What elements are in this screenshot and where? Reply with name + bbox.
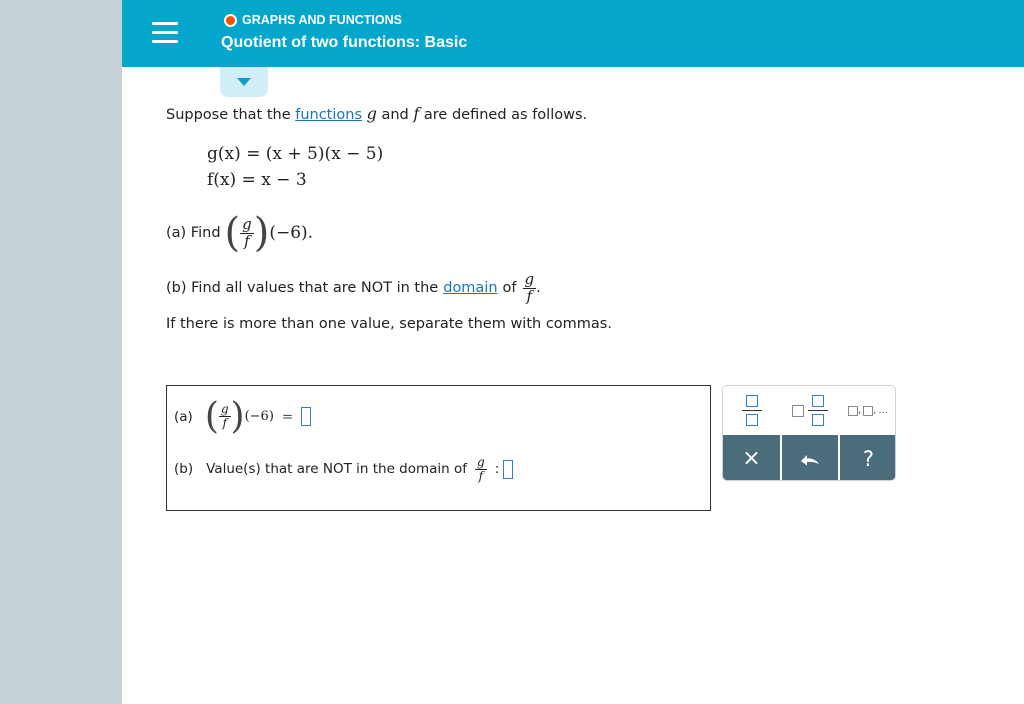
answer-row-b [174,456,513,482]
part-a-question [166,210,313,256]
fraction-denominator: f [244,231,250,250]
problem-intro [166,104,587,123]
answer-box [166,385,711,511]
fraction-denominator: f [222,416,227,430]
math-keypad [722,385,896,481]
help-icon: ? [862,446,875,471]
g-symbol: g [366,104,377,123]
fraction-icon [742,395,762,427]
intro-after-text: are defined as follows. [423,107,588,123]
fraction-denominator: f [478,468,484,483]
topic-row [224,13,402,27]
answer-fraction-b [475,456,487,482]
answer-a-label: (a) [174,408,193,425]
expand-toggle[interactable] [220,67,268,97]
header-bar [122,0,1024,67]
undo-button[interactable] [782,435,838,481]
left-paren: ( [224,210,241,256]
undo-icon [798,451,822,467]
colon: : [494,461,500,478]
part-a-argument: (−6). [269,223,314,243]
answer-row-a [174,396,311,437]
and-text: and [381,107,409,123]
instruction-note: If there is more than one value, separate them with commas. [166,316,612,332]
fraction-g-over-f-b [523,272,537,305]
page-title: Quotient of two functions: Basic [221,34,468,51]
answer-a-argument: (−6) [244,409,274,424]
help-button[interactable] [840,435,896,481]
answer-b-text: Value(s) that are NOT in the domain of [206,461,468,478]
intro-text: Suppose that the [166,107,291,123]
fraction-numerator: g [477,455,485,469]
right-paren: ) [230,396,245,437]
caret-down-icon [237,78,251,86]
part-a-label: (a) Find [166,225,221,241]
functions-link[interactable]: functions [295,107,363,123]
fraction-numerator: g [242,214,252,233]
equals-sign: = [281,408,294,425]
fraction-g-over-f [240,214,254,250]
left-rail [0,0,122,704]
list-separator: , [873,405,877,416]
list-icon [848,405,888,416]
mixed-number-button[interactable] [781,386,839,435]
answer-fraction [219,403,231,429]
part-b-question [166,272,541,305]
answer-a-input[interactable] [301,407,311,426]
list-more: ... [878,405,888,416]
right-paren: ) [253,210,270,256]
topic-dot-icon [224,14,237,27]
domain-link[interactable]: domain [443,280,498,297]
menu-icon[interactable] [152,22,178,44]
fraction-numerator: g [220,402,229,417]
fraction-button[interactable] [723,386,781,435]
list-separator: , [858,405,862,416]
equation-g: g(x) = (x + 5)(x − 5) [207,144,384,164]
part-b-text: (b) Find all values that are NOT in the [166,280,439,297]
mixed-number-icon [792,395,828,427]
clear-button[interactable] [723,435,780,481]
period: . [536,280,541,297]
fraction-numerator: g [524,270,535,288]
fraction-denominator: f [526,286,533,305]
close-icon: × [742,446,761,471]
list-button[interactable] [839,386,896,435]
topic-label: GRAPHS AND FUNCTIONS [242,13,402,27]
f-symbol: f [413,104,420,123]
of-text: of [502,280,517,297]
left-paren: ( [204,396,219,437]
answer-b-label: (b) [174,461,194,478]
answer-b-input[interactable] [503,460,513,479]
equation-f: f(x) = x − 3 [207,170,307,190]
